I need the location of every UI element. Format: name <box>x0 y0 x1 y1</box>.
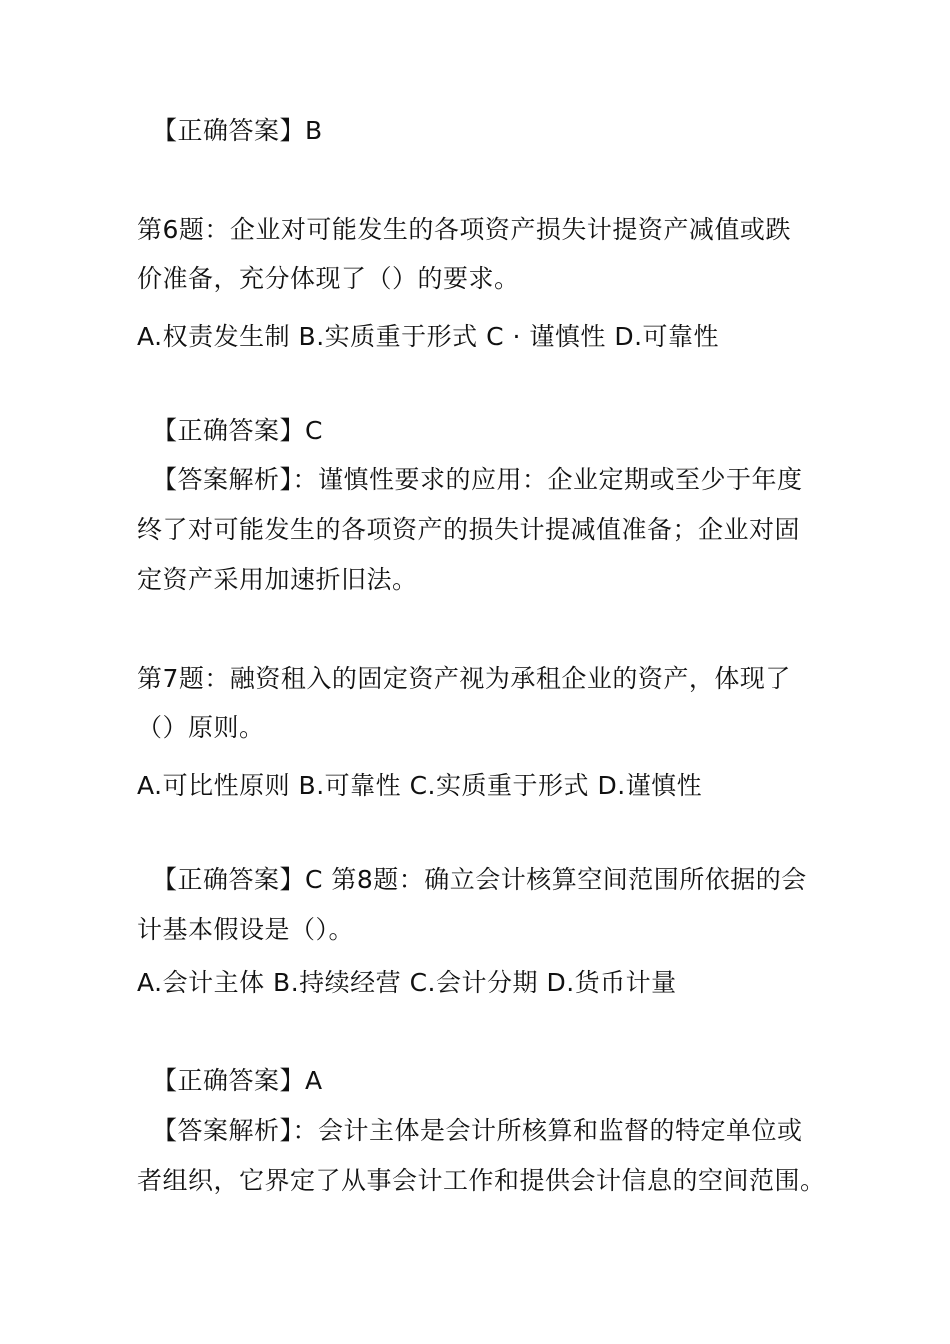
answer-q7-question-8-line-1: 【正确答案】C 第8题：确立会计核算空间范围所依据的会 <box>152 865 807 894</box>
question-6-options: A.权责发生制 B.实质重于形式 C · 谨慎性 D.可靠性 <box>137 322 720 351</box>
question-7-line-2: （）原则。 <box>137 713 265 742</box>
explanation-q8-line-1: 【答案解析】：会计主体是会计所核算和监督的特定单位或 <box>152 1116 803 1145</box>
question-6-line-2: 价准备，充分体现了（）的要求。 <box>137 264 520 293</box>
explanation-q6-line-1: 【答案解析】：谨慎性要求的应用：企业定期或至少于年度 <box>152 465 803 494</box>
question-8-options: A.会计主体 B.持续经营 C.会计分期 D.货币计量 <box>137 968 677 997</box>
question-8-line-2: 计基本假设是（）。 <box>137 915 355 944</box>
explanation-q8-line-2: 者组织，它界定了从事会计工作和提供会计信息的空间范围。 <box>137 1166 826 1195</box>
answer-q6: 【正确答案】C <box>152 416 323 445</box>
answer-q5: 【正确答案】B <box>152 116 323 145</box>
question-6-line-1: 第6题：企业对可能发生的各项资产损失计提资产减值或跌 <box>137 215 791 244</box>
explanation-q6-line-2: 终了对可能发生的各项资产的损失计提减值准备；企业对固 <box>137 515 801 544</box>
question-7-options: A.可比性原则 B.可靠性 C.实质重于形式 D.谨慎性 <box>137 771 703 800</box>
question-7-line-1: 第7题：融资租入的固定资产视为承租企业的资产，体现了 <box>137 664 791 693</box>
answer-q8: 【正确答案】A <box>152 1066 323 1095</box>
explanation-q6-line-3: 定资产采用加速折旧法。 <box>137 565 418 594</box>
